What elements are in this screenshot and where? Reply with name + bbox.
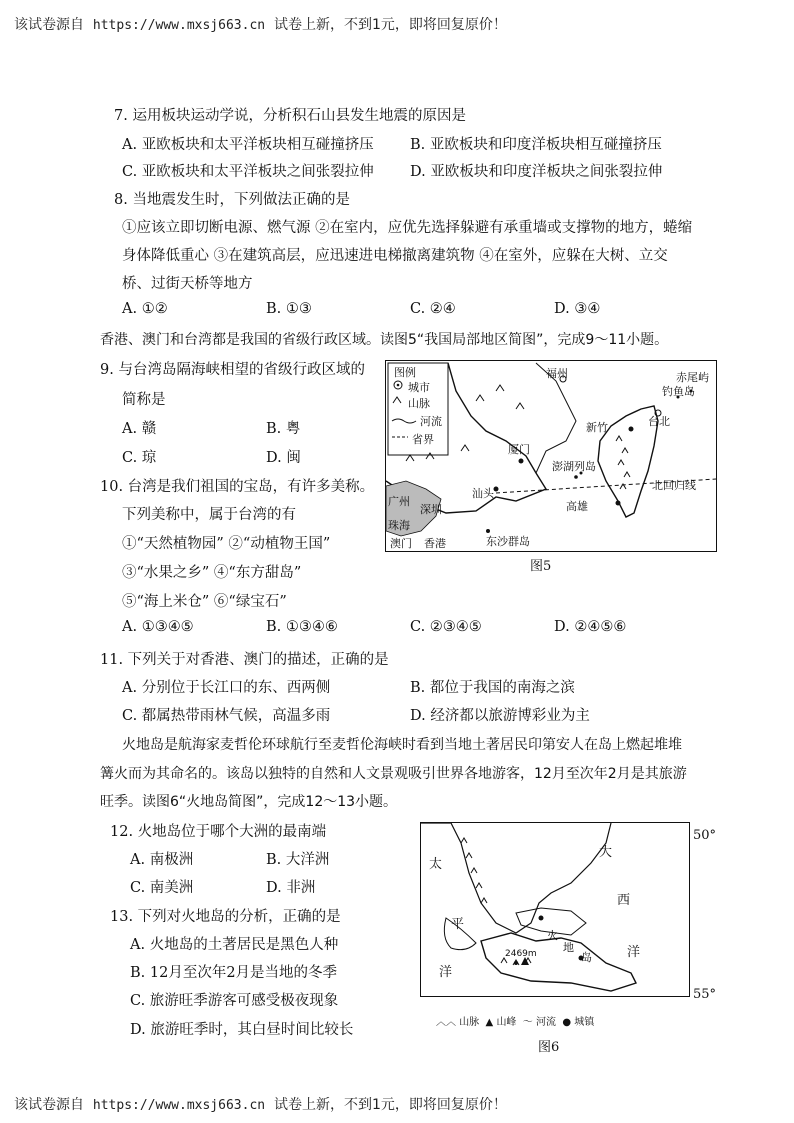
map6-ocean-right-3: 洋 [627, 945, 641, 960]
map5-legend-city: 城市 [408, 381, 430, 394]
map6-island-2: 地 [563, 941, 574, 954]
map6-island-1: 火 [547, 929, 558, 942]
map5-legend-river: 河流 [420, 415, 442, 428]
q13-stem: 13. 下列对火地岛的分析，正确的是 [110, 909, 341, 925]
map5-label-chiweiyu: 赤尾屿 [676, 371, 709, 384]
intro-12-13-line-2: 篝火而为其命名的。该岛以独特的自然和人文景观吸引世界各地游客，12月至次年2月是其旅游 [100, 766, 687, 782]
map5-label-guangzhou: 广州 [388, 495, 410, 508]
q13-option-a: A. 火地岛的土著居民是黑色人种 [130, 937, 339, 953]
map6-legend-peak: 山峰 [496, 1017, 517, 1028]
map5-label-shantou: 汕头 [472, 487, 494, 500]
q11-option-c: C. 都属热带雨林气候，高温多雨 [122, 708, 331, 724]
map5-label-xinzhu: 新竹 [586, 421, 608, 434]
q8-line-3: 桥、过街天桥等地方 [122, 276, 253, 292]
map5-legend-title: 图例 [394, 366, 416, 379]
footer-prefix: 该试卷源自 [14, 1097, 84, 1113]
q10-option-c: C. ②③④⑤ [410, 619, 482, 635]
map5-legend-mountain: 山脉 [408, 397, 430, 410]
intro-9-11: 香港、澳门和台湾都是我国的省级行政区域。读图5“我国局部地区简图”，完成9～11小题。 [100, 332, 669, 348]
q7-option-a: A. 亚欧板块和太平洋板块相互碰撞挤压 [122, 137, 374, 153]
q10-option-b: B. ①③④⑥ [266, 619, 338, 635]
q11-option-a: A. 分别位于长江口的东、西两侧 [122, 680, 331, 696]
header-watermark [14, 14, 507, 34]
map6-legend [436, 1013, 594, 1028]
map6-legend-river: 河流 [535, 1017, 556, 1028]
map6-caption: 图6 [538, 1040, 560, 1055]
q9-option-a: A. 赣 [122, 421, 157, 437]
map6-island-3: 岛 [581, 951, 592, 964]
map6-ocean-right-1: 大 [599, 845, 613, 860]
q8-stem: 8. 当地震发生时，下列做法正确的是 [114, 192, 350, 208]
town-icon: ● [562, 1017, 572, 1028]
q9-stem-2: 简称是 [122, 392, 166, 408]
q8-option-d: D. ③④ [554, 301, 601, 317]
map5-label-xiamen: 厦门 [508, 443, 530, 456]
q13-option-d: D. 旅游旺季时，其白昼时间比较长 [130, 1022, 354, 1038]
map5-label-gaoxiong: 高雄 [566, 500, 588, 513]
map5-label-tropic: 北回归线 [652, 479, 696, 492]
q10-item-1: ①“天然植物园” ②“动植物王国” [122, 536, 331, 552]
map6-lat-top: 50° [693, 828, 717, 843]
map6-ocean-left-1: 太 [429, 857, 443, 872]
q10-item-3: ⑤“海上米仓” ⑥“绿宝石” [122, 594, 287, 610]
q11-stem: 11. 下列关于对香港、澳门的描述，正确的是 [100, 652, 389, 668]
map5-label-diaoyudao: 钓鱼岛 [662, 385, 695, 398]
q9-stem-1: 9. 与台湾岛隔海峡相望的省级行政区域的 [100, 362, 365, 378]
q12-option-d: D. 非洲 [266, 880, 316, 896]
peak-icon: ▲ [485, 1017, 494, 1028]
q8-option-a: A. ①② [122, 301, 168, 317]
map6-ocean-left-3: 洋 [439, 965, 453, 980]
q13-option-c: C. 旅游旺季游客可感受极夜现象 [130, 993, 339, 1009]
q7-option-b: B. 亚欧板块和印度洋板块相互碰撞挤压 [410, 137, 662, 153]
q10-option-a: A. ①③④⑤ [122, 619, 194, 635]
map5-label-aomen: 澳门 [390, 537, 412, 550]
map6-legend-mountain: 山脉 [459, 1017, 480, 1028]
map5-label-dongsha: 东沙群岛 [486, 535, 530, 548]
intro-12-13-line-3: 旺季。读图6“火地岛简图”，完成12～13小题。 [100, 794, 398, 810]
map5-label-taibei: 台北 [648, 415, 670, 428]
q9-option-c: C. 琼 [122, 450, 157, 466]
q9-option-d: D. 闽 [266, 450, 301, 466]
map5-label-fuzhou: 福州 [546, 367, 568, 380]
header-suffix: 试卷上新，不到1元，即将回复原价！ [274, 17, 507, 33]
q10-stem-2: 下列美称中，属于台湾的有 [122, 507, 296, 523]
q7-option-d: D. 亚欧板块和印度洋板块之间张裂拉伸 [410, 164, 663, 180]
q8-option-b: B. ①③ [266, 301, 312, 317]
q13-option-b: B. 12月至次年2月是当地的冬季 [130, 965, 338, 981]
mountain-range-icon: ︿︿ [436, 1017, 456, 1028]
intro-12-13-line-1: 火地岛是航海家麦哲伦环球航行至麦哲伦海峡时看到当地土著居民印第安人在岛上燃起堆堆 [122, 737, 682, 753]
q12-stem: 12. 火地岛位于哪个大洲的最南端 [110, 824, 327, 840]
footer-url[interactable]: https://www.mxsj663.cn [92, 1098, 266, 1113]
map5-label-penghu: 澎湖列岛 [552, 460, 596, 473]
map6-ocean-left-2: 平 [451, 917, 465, 932]
map6-drawing [421, 823, 689, 996]
map5-legend-border: 省界 [412, 433, 434, 446]
map5-label-zhuhai: 珠海 [388, 519, 410, 532]
map5-caption: 图5 [530, 559, 552, 574]
q10-option-d: D. ②④⑤⑥ [554, 619, 627, 635]
q11-option-d: D. 经济都以旅游博彩业为主 [410, 708, 590, 724]
footer-suffix: 试卷上新，不到1元，即将回复原价！ [274, 1097, 507, 1113]
map6-legend-town: 城镇 [574, 1017, 595, 1028]
footer-watermark [14, 1094, 507, 1114]
q9-option-b: B. 粤 [266, 421, 301, 437]
map6-lat-bottom: 55° [693, 987, 717, 1002]
header-prefix: 该试卷源自 [14, 17, 84, 33]
q11-option-b: B. 都位于我国的南海之滨 [410, 680, 575, 696]
q8-line-1: ①应该立即切断电源、燃气源 ②在室内，应优先选择躲避有承重墙或支撑物的地方，蜷缩 [122, 220, 693, 236]
q10-item-2: ③“水果之乡” ④“东方甜岛” [122, 565, 302, 581]
map-figure-6 [420, 822, 690, 997]
map5-label-shenzhen: 深圳 [420, 503, 442, 516]
q8-line-2: 身体降低重心 ③在建筑高层，应迅速进电梯撤离建筑物 ④在室外，应躲在大树、立交 [122, 248, 668, 264]
map6-peak-label: 2469m [505, 949, 537, 959]
q7-option-c: C. 亚欧板块和太平洋板块之间张裂拉伸 [122, 164, 374, 180]
river-icon: 〜 [522, 1017, 533, 1028]
q7-stem: 7. 运用板块运动学说，分析积石山县发生地震的原因是 [114, 108, 466, 124]
q10-stem-1: 10. 台湾是我们祖国的宝岛，有许多美称。 [100, 479, 375, 495]
q12-option-c: C. 南美洲 [130, 880, 194, 896]
map5-label-xianggang: 香港 [424, 537, 446, 550]
q12-option-b: B. 大洋洲 [266, 852, 330, 868]
map6-ocean-right-2: 西 [617, 893, 631, 908]
map-figure-5 [385, 360, 717, 552]
header-url[interactable]: https://www.mxsj663.cn [92, 18, 266, 33]
q8-option-c: C. ②④ [410, 301, 456, 317]
q12-option-a: A. 南极洲 [130, 852, 194, 868]
